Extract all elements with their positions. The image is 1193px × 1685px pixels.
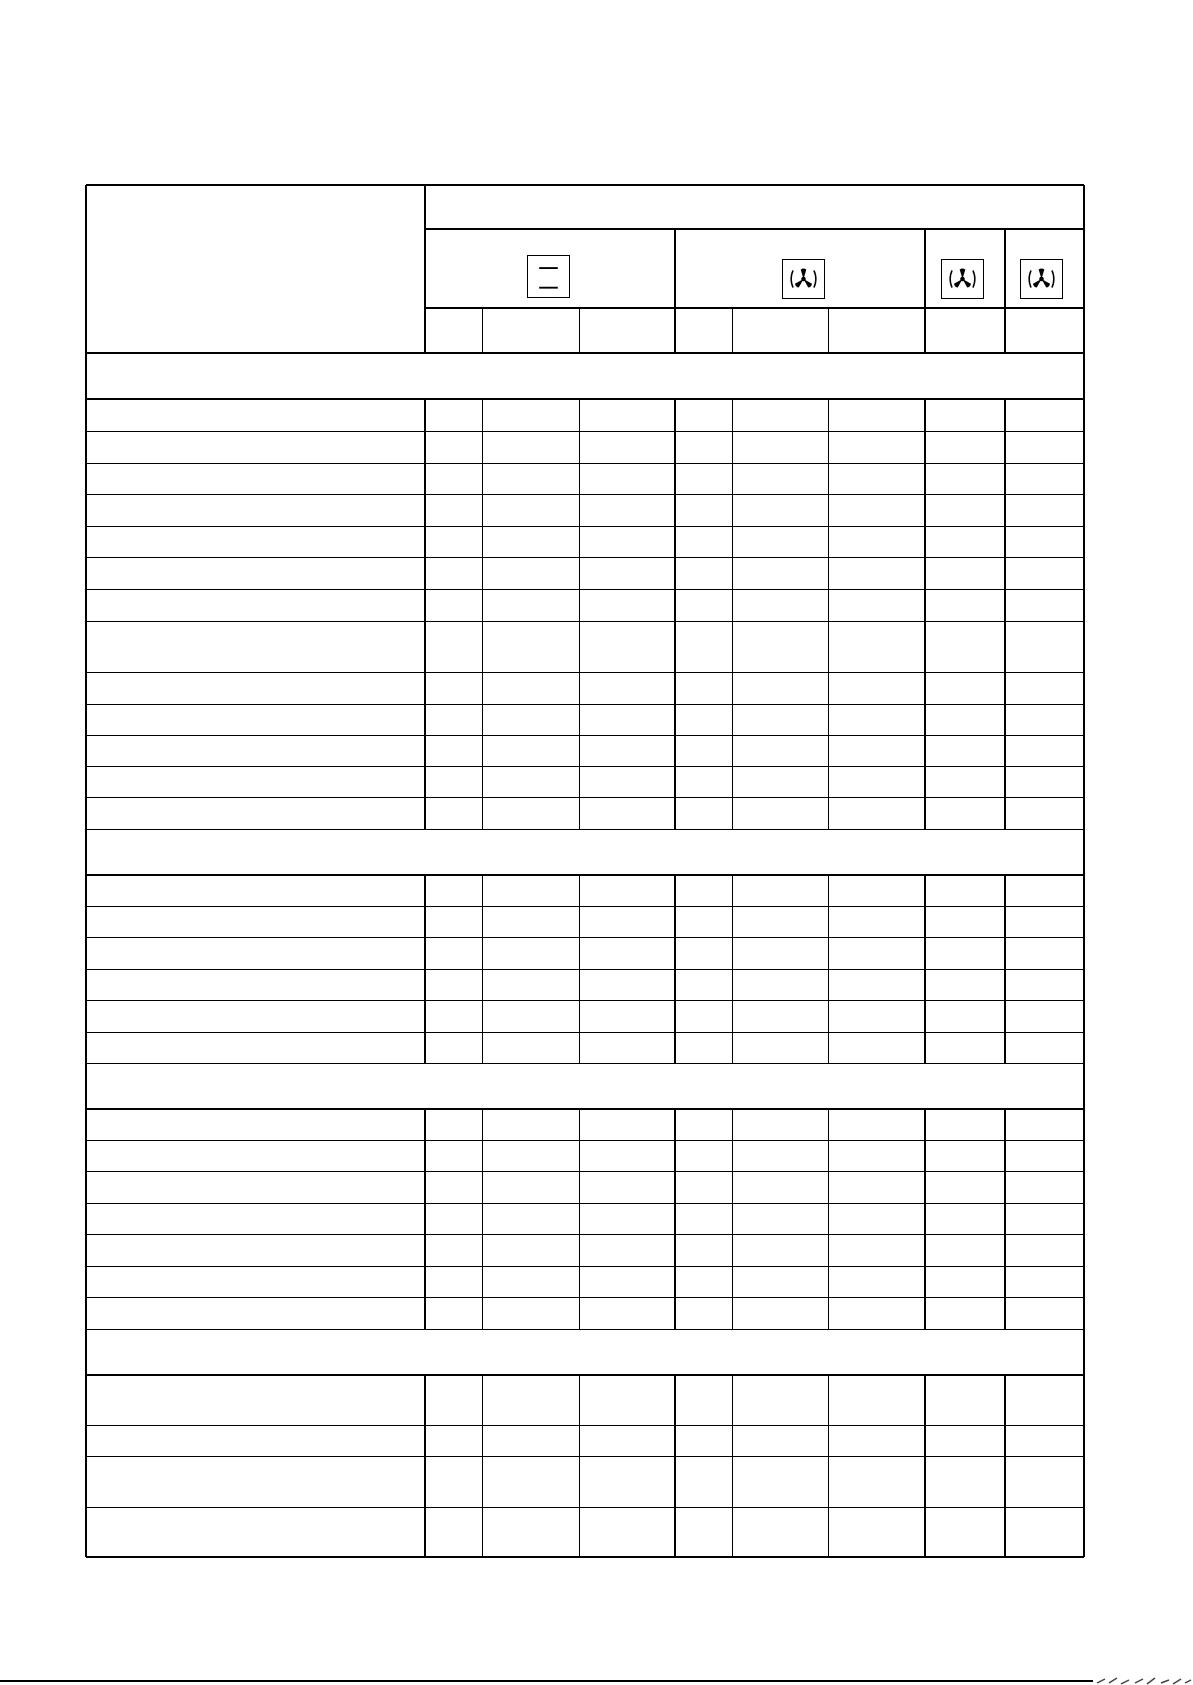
row-rule	[86, 621, 1084, 622]
section-header-bottom-rule	[86, 398, 1084, 400]
table-border-left	[85, 185, 87, 1557]
fan-icon	[782, 259, 825, 299]
row-rule	[86, 1032, 1084, 1033]
page-edge-mark	[1095, 1676, 1193, 1685]
section-header-bottom-rule	[86, 874, 1084, 876]
fan-icon	[1020, 259, 1063, 299]
table-border-bottom	[86, 1556, 1084, 1558]
table-border-top	[86, 184, 1084, 186]
row-rule	[86, 1425, 1084, 1426]
row-rule	[86, 735, 1084, 736]
section-header-band	[87, 1064, 1083, 1108]
row-rule	[86, 557, 1084, 558]
row-rule	[86, 906, 1084, 907]
row-rule	[86, 1000, 1084, 1001]
row-rule	[86, 1507, 1084, 1508]
section-header-band	[87, 354, 1083, 398]
row-rule	[86, 672, 1084, 673]
page-bottom-rule	[0, 1680, 1093, 1682]
row-rule	[86, 494, 1084, 495]
row-rule	[86, 1140, 1084, 1141]
row-rule	[86, 704, 1084, 705]
row-rule	[86, 431, 1084, 432]
row-rule	[86, 1456, 1084, 1457]
section-header-bottom-rule	[86, 1374, 1084, 1376]
header-rule	[425, 307, 1084, 309]
table-border-right	[1083, 185, 1085, 1557]
row-rule	[86, 463, 1084, 464]
header-rule	[425, 228, 1084, 230]
row-rule	[86, 1266, 1084, 1267]
fan-icon	[941, 259, 984, 299]
row-rule	[86, 1297, 1084, 1298]
row-rule	[86, 797, 1084, 798]
row-rule	[86, 969, 1084, 970]
two-line-panel-icon	[527, 255, 570, 298]
row-rule	[86, 1203, 1084, 1204]
row-rule	[86, 589, 1084, 590]
row-rule	[86, 766, 1084, 767]
section-header-band	[87, 830, 1083, 874]
row-rule	[86, 526, 1084, 527]
row-rule	[86, 937, 1084, 938]
section-header-band	[87, 1330, 1083, 1374]
row-rule	[86, 1234, 1084, 1235]
section-header-bottom-rule	[86, 1108, 1084, 1110]
row-rule	[86, 1171, 1084, 1172]
